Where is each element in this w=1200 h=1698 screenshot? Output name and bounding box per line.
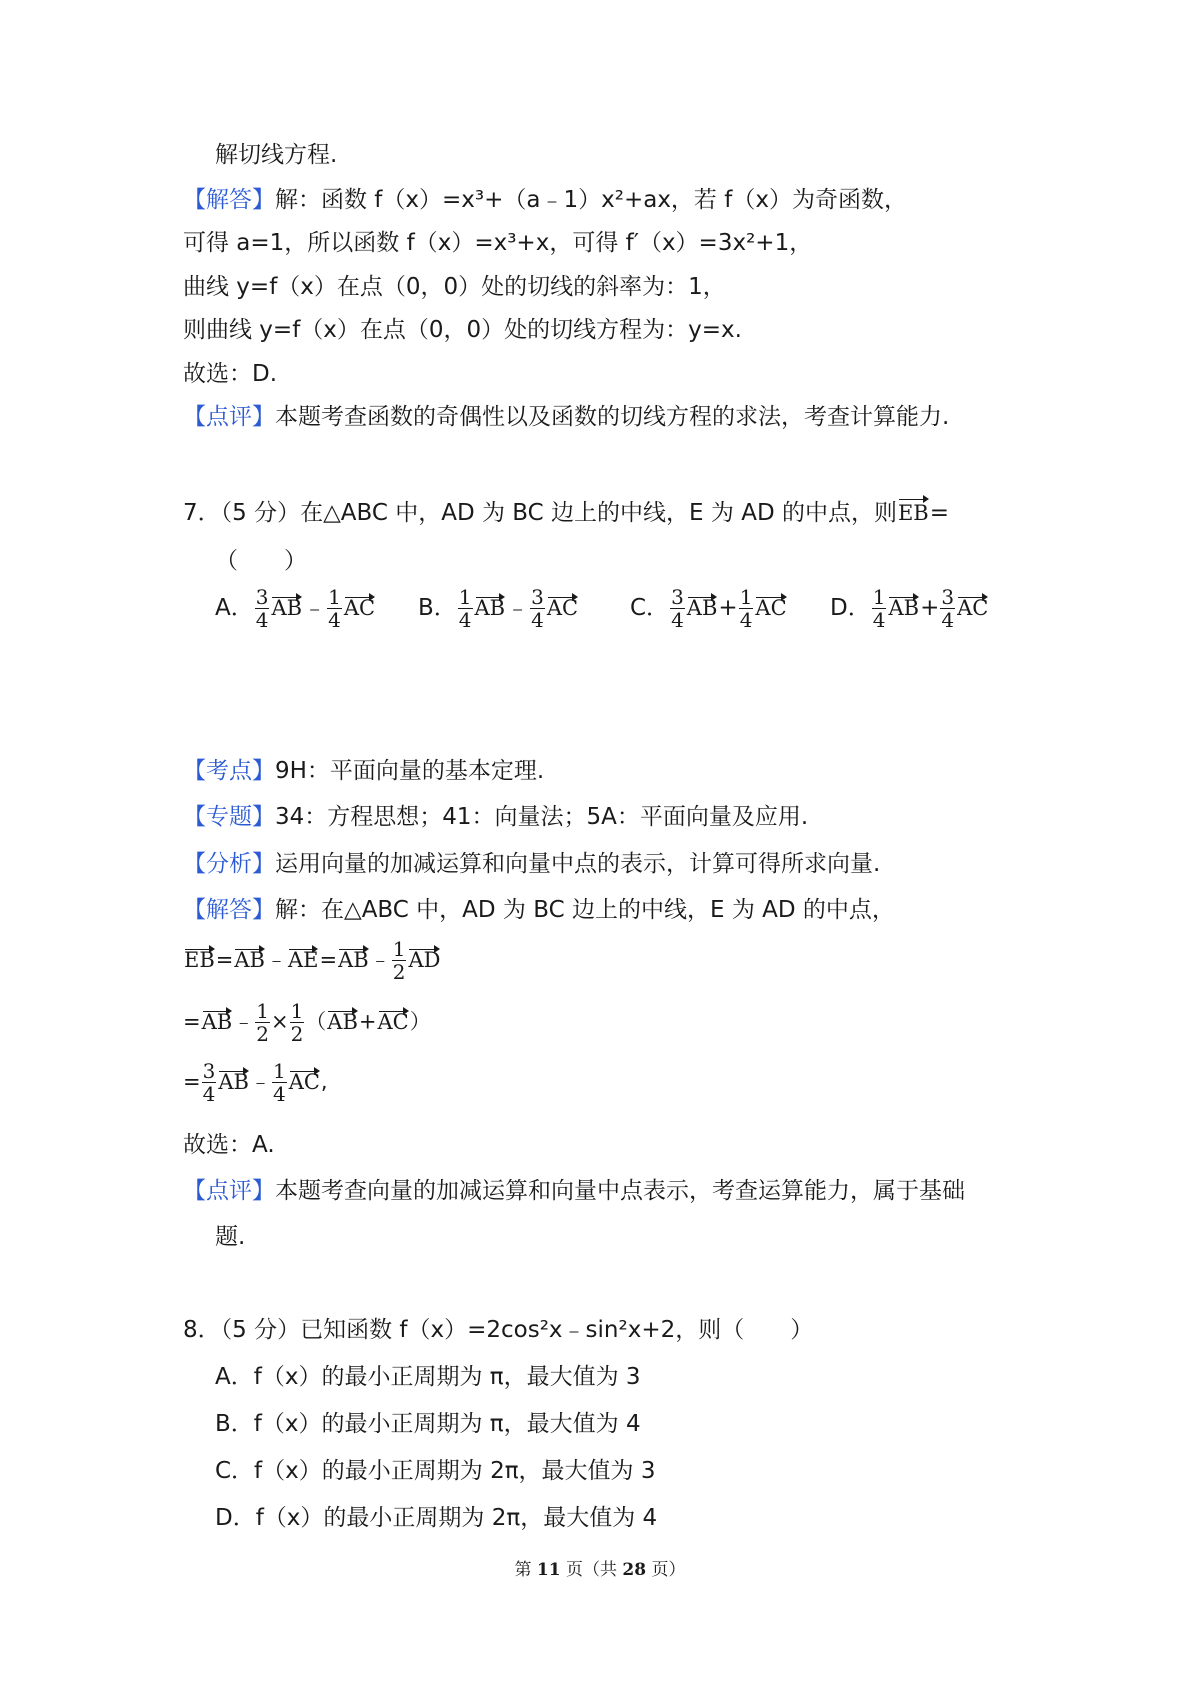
- solution-step-2: =AB﹣ $\frac{1}{2}$ × $\frac{1}{2}$ （AB+AC）: [183, 999, 431, 1046]
- q7-option-c[interactable]: C． $\frac{3}{4}$ AB+ $\frac{1}{4}$ AC: [630, 585, 787, 632]
- kaodian-line: 【考点】9H：平面向量的基本定理.: [183, 758, 545, 784]
- q8-stem: 8．（5 分）已知函数 f（x）=2cos²x﹣sin²x+2，则（ ）: [183, 1317, 814, 1343]
- q7-stem: 7．（5 分）在△ABC 中，AD 为 BC 边上的中线，E 为 AD 的中点，则EB=: [183, 500, 950, 526]
- answer-line-1: 【解答】解：函数 f（x）=x³+（a﹣1）x²+ax，若 f（x）为奇函数，: [183, 187, 907, 213]
- q7-option-b[interactable]: B． $\frac{1}{4}$ AB﹣ $\frac{3}{4}$ AC: [418, 585, 579, 632]
- vector-eb: EB: [898, 498, 929, 528]
- comment-line: 【点评】本题考查函数的奇偶性以及函数的切线方程的求法，考查计算能力.: [183, 404, 950, 430]
- q7-answer-line: 【解答】解：在△ABC 中，AD 为 BC 边上的中线，E 为 AD 的中点，: [183, 897, 895, 923]
- zhuanti-tag: 【专题】: [183, 804, 275, 830]
- kaodian-tag: 【考点】: [183, 758, 275, 784]
- zhuanti-line: 【专题】34：方程思想；41：向量法；5A：平面向量及应用.: [183, 804, 809, 830]
- fenxi-tag: 【分析】: [183, 851, 275, 877]
- answer-line-2: 可得 a=1，所以函数 f（x）=x³+x，可得 f′（x）=3x²+1，: [183, 230, 813, 256]
- q7-answer-tag: 【解答】: [183, 897, 275, 923]
- q7-option-a[interactable]: A． $\frac{3}{4}$ AB﹣ $\frac{1}{4}$ AC: [215, 585, 376, 632]
- page-number: 11: [536, 1560, 561, 1580]
- answer-choice: 故选：D.: [183, 361, 278, 387]
- page-total: 28: [622, 1560, 647, 1580]
- analysis-tail: 解切线方程.: [215, 142, 338, 168]
- q7-choice: 故选：A.: [183, 1132, 275, 1158]
- q7-comment-line-2: 题.: [215, 1224, 246, 1250]
- q7-blank: （ ）: [215, 548, 307, 574]
- answer-line-4: 则曲线 y=f（x）在点（0，0）处的切线方程为：y=x.: [183, 317, 742, 343]
- page-footer: 第 11 页（共 28 页）: [514, 1560, 686, 1580]
- q8-option-c[interactable]: C．f（x）的最小正周期为 2π，最大值为 3: [215, 1458, 656, 1484]
- comment-tag: 【点评】: [183, 404, 275, 430]
- solution-step-1: EB=AB﹣AE=AB﹣ $\frac{1}{2}$ AD: [184, 937, 441, 984]
- answer-tag: 【解答】: [183, 187, 275, 213]
- q7-comment-line: 【点评】本题考查向量的加减运算和向量中点表示，考查运算能力，属于基础: [183, 1178, 965, 1204]
- fenxi-line: 【分析】运用向量的加减运算和向量中点的表示，计算可得所求向量.: [183, 851, 881, 877]
- q7-option-d[interactable]: D． $\frac{1}{4}$ AB+ $\frac{3}{4}$ AC: [830, 585, 989, 632]
- solution-step-3: = $\frac{3}{4}$ AB﹣ $\frac{1}{4}$ AC,: [183, 1059, 328, 1106]
- answer-line-3: 曲线 y=f（x）在点（0，0）处的切线的斜率为：1，: [183, 274, 726, 300]
- q8-option-b[interactable]: B．f（x）的最小正周期为 π，最大值为 4: [215, 1411, 641, 1437]
- q8-option-d[interactable]: D．f（x）的最小正周期为 2π，最大值为 4: [215, 1505, 658, 1531]
- q8-option-a[interactable]: A．f（x）的最小正周期为 π，最大值为 3: [215, 1364, 641, 1390]
- q7-comment-tag: 【点评】: [183, 1178, 275, 1204]
